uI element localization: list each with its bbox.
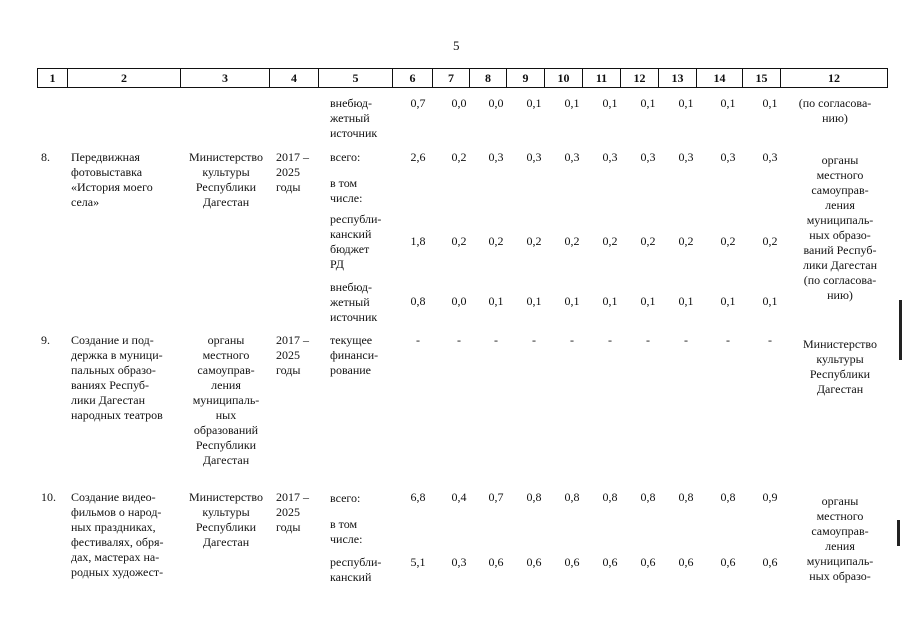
measure-name: Создание видео- фильмов о народ- ных праздниках, фестивалях, обря- дах, мастерах на- родных художест- [71,490,164,579]
value-cell: 0,2 [762,234,778,248]
value-cell: 0,1 [720,96,736,110]
value-cell: 6,8 [410,490,426,504]
value-cell: 2,6 [410,150,426,164]
source-cell: республи- канский [330,555,382,584]
source-cell: текущее финанси- рование [330,333,379,377]
value-cell: 0,3 [526,150,542,164]
value-cell: 0,2 [720,234,736,248]
header-cell: 15 [743,69,781,88]
value-cell: - [532,333,536,347]
header-cell: 4 [270,69,319,88]
value-cell: 0,1 [602,294,618,308]
value-cell: 0,1 [678,96,694,110]
header-cell: 9 [507,69,545,88]
value-cell: 0,3 [762,150,778,164]
header-cell: 3 [181,69,270,88]
value-cell: - [608,333,612,347]
row-number: 9. [41,333,50,347]
responsible-cell: Министерство культуры Республики Дагестан [803,337,877,396]
value-cell: 0,7 [488,490,504,504]
header-cell: 12 [621,69,659,88]
value-cell: 0,6 [602,555,618,569]
value-cell: 0,6 [526,555,542,569]
header-cell: 2 [68,69,181,88]
value-cell: 0,2 [602,234,618,248]
value-cell: 0,3 [720,150,736,164]
value-cell: 0,3 [640,150,656,164]
period-cell: 2017 – 2025 годы [276,490,309,534]
value-cell: 0,0 [451,96,467,110]
value-cell: 0,1 [762,294,778,308]
value-cell: 0,1 [762,96,778,110]
value-cell: 0,6 [564,555,580,569]
value-cell: - [457,333,461,347]
value-cell: 0,2 [678,234,694,248]
header-cell: 1 [38,69,68,88]
value-cell: 0,8 [602,490,618,504]
value-cell: 0,2 [564,234,580,248]
header-cell: 7 [433,69,470,88]
value-cell: 0,1 [720,294,736,308]
value-cell: - [416,333,420,347]
column-header-row [38,69,888,88]
column-header-table [37,68,888,88]
period-cell: 2017 – 2025 годы [276,333,309,377]
value-cell: 0,6 [488,555,504,569]
header-cell: 12 [781,69,888,88]
value-cell: - [726,333,730,347]
value-cell: 0,3 [678,150,694,164]
value-cell: 0,3 [602,150,618,164]
executor-cell: Министерство культуры Республики Дагестан [189,150,263,209]
value-cell: 1,8 [410,234,426,248]
value-cell: 0,6 [678,555,694,569]
header-cell: 5 [319,69,393,88]
value-cell: 0,3 [451,555,467,569]
value-cell: 0,1 [564,294,580,308]
value-cell: 0,2 [488,234,504,248]
source-cell: всего: [330,150,361,164]
value-cell: 0,4 [451,490,467,504]
scan-edge-mark [897,520,900,546]
header-cell: 11 [583,69,621,88]
value-cell: 0,1 [640,96,656,110]
value-cell: 0,2 [451,234,467,248]
source-cell: внебюд- жетный источник [330,96,378,140]
value-cell: 0,1 [526,294,542,308]
value-cell: 0,6 [720,555,736,569]
responsible-cell: органы местного самоуправ- ления муниципаль- ных образо- ваний Респуб- лики Дагестан (по согласова- нию) [802,153,878,302]
header-cell: 6 [393,69,433,88]
source-cell: республи- канский бюджет РД [330,212,382,271]
value-cell: 0,2 [451,150,467,164]
header-cell: 13 [659,69,697,88]
value-cell: 0,1 [564,96,580,110]
value-cell: 0,6 [762,555,778,569]
period-cell: 2017 – 2025 годы [276,150,309,194]
value-cell: - [570,333,574,347]
value-cell: 0,8 [678,490,694,504]
row-number: 10. [41,490,56,504]
scan-edge-mark [899,300,902,360]
value-cell: 0,1 [602,96,618,110]
value-cell: 0,6 [640,555,656,569]
value-cell: 0,8 [720,490,736,504]
value-cell: 0,1 [488,294,504,308]
value-cell: 0,0 [488,96,504,110]
value-cell: - [768,333,772,347]
value-cell: - [646,333,650,347]
row-number: 8. [41,150,50,164]
measure-name: Передвижная фотовыставка «История моего села» [71,150,153,209]
value-cell: 0,8 [526,490,542,504]
value-cell: 0,1 [640,294,656,308]
value-cell: 5,1 [410,555,426,569]
value-cell: - [494,333,498,347]
header-cell: 14 [697,69,743,88]
value-cell: 0,9 [762,490,778,504]
executor-cell: органы местного самоуправ- ления муниципаль- ных образований Республики Дагестан [192,333,260,467]
value-cell: 0,3 [488,150,504,164]
executor-cell: Министерство культуры Республики Дагестан [189,490,263,549]
value-cell: 0,2 [526,234,542,248]
header-cell: 10 [545,69,583,88]
value-cell: 0,3 [564,150,580,164]
source-cell: всего: [330,491,361,505]
responsible-cell: органы местного самоуправ- ления муниципаль- ных образо- [806,494,874,583]
source-cell: в том числе: [330,176,363,205]
header-cell: 8 [470,69,507,88]
measure-name: Создание и под- держка в муници- пальных образо- ваниях Респуб- лики Дагестан народных театров [71,333,163,422]
responsible-cell: (по согласова- нию) [798,96,872,125]
source-cell: внебюд- жетный источник [330,280,378,324]
value-cell: - [684,333,688,347]
source-cell: в том числе: [330,517,363,546]
value-cell: 0,1 [526,96,542,110]
value-cell: 0,7 [410,96,426,110]
page-number: 5 [453,38,460,53]
value-cell: 0,8 [410,294,426,308]
value-cell: 0,0 [451,294,467,308]
value-cell: 0,1 [678,294,694,308]
value-cell: 0,8 [564,490,580,504]
value-cell: 0,2 [640,234,656,248]
value-cell: 0,8 [640,490,656,504]
